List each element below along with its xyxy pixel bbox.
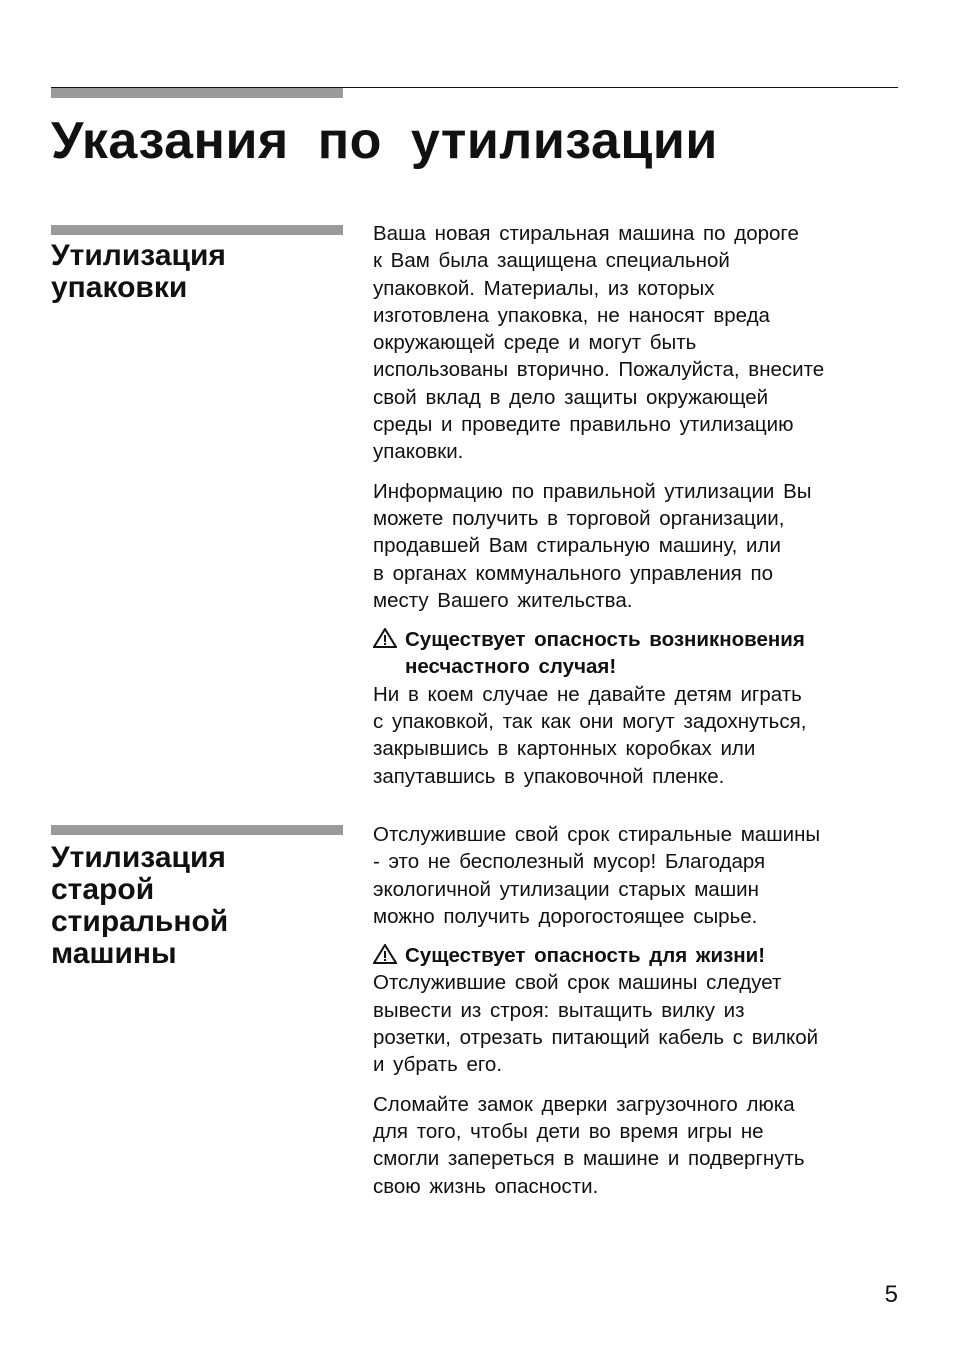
section-rule-packaging (51, 225, 343, 235)
text-line: Ваша новая стиральная машина по дороге (373, 222, 799, 245)
text-line: среды и проведите правильно утилизацию (373, 413, 794, 437)
heading-line: упаковки (51, 271, 188, 304)
text-line: Сломайте замок дверки загрузочного люка (373, 1092, 795, 1116)
text-line: смогли запереться в машине и подвергнуть (373, 1147, 805, 1171)
text-line: Отслужившие свой срок стиральные машины (373, 823, 821, 846)
heading-line: Утилизация (51, 239, 226, 272)
text-line: Отслужившие свой срок машины следует (373, 971, 782, 995)
warning-triangle-icon (373, 628, 397, 648)
old-machine-paragraph-1 (373, 821, 903, 930)
text-line: упаковки. (373, 440, 464, 464)
text-line: свой вклад в дело защиты окружающей (373, 385, 769, 409)
text-line: запутавшись в упаковочной пленке. (373, 764, 725, 788)
warning-line-1 (373, 942, 903, 969)
heading-line: старой (51, 873, 155, 906)
text-line: с упаковкой, так как они могут задохнуться, (373, 710, 807, 734)
packaging-paragraph-2 (373, 478, 903, 614)
warning-heading-text: Существует опасность возникновения (405, 628, 805, 652)
text-line: можете получить в торговой организации, (373, 506, 785, 530)
text-line: месту Вашего жительства. (373, 588, 633, 612)
packaging-warning-heading (373, 626, 903, 681)
warning-triangle-icon (373, 944, 397, 964)
packaging-warning-text (373, 681, 903, 790)
page-number: 5 (884, 1281, 898, 1308)
section-heading-packaging (51, 240, 343, 304)
packaging-body (373, 220, 903, 790)
warning-heading-text: Существует опасность для жизни! (405, 944, 766, 968)
heading-line: машины (51, 937, 177, 970)
text-line: Информацию по правильной утилизации Вы (373, 479, 812, 503)
text-line: свою жизнь опасности. (373, 1174, 599, 1198)
text-line: экологичной утилизации старых машин (373, 877, 759, 901)
text-line: изготовлена упаковка, не наносят вреда (373, 303, 770, 327)
section-rule-old-machine (51, 825, 343, 835)
text-line: упаковкой. Материалы, из которых (373, 276, 715, 300)
old-machine-warning-text (373, 969, 903, 1078)
old-machine-body (373, 821, 903, 1200)
old-machine-paragraph-2 (373, 1091, 903, 1200)
text-line: - это не бесполезный мусор! Благодаря (373, 850, 766, 874)
header-thick-rule (51, 88, 343, 98)
text-line: использованы вторично. Пожалуйста, внесите (373, 358, 825, 382)
text-line: в органах коммунального управления по (373, 561, 773, 585)
warning-line-1 (373, 626, 903, 653)
text-line: вывести из строя: вытащить вилку из (373, 998, 745, 1022)
page-title: Указания по утилизации (51, 112, 718, 170)
heading-line: стиральной (51, 905, 229, 938)
text-line: розетки, отрезать питающий кабель с вилкой (373, 1026, 819, 1050)
text-line: к Вам была защищена специальной (373, 249, 730, 273)
packaging-paragraph-1 (373, 220, 903, 466)
text-line: для того, чтобы дети во время игры не (373, 1119, 764, 1143)
text-line: закрывшись в картонных коробках или (373, 737, 756, 761)
warning-heading-text: несчастного случая! (405, 655, 617, 679)
text-line: Ни в коем случае не давайте детям играть (373, 682, 802, 706)
text-line: можно получить дорогостоящее сырье. (373, 904, 758, 928)
old-machine-warning-heading (373, 942, 903, 969)
text-line: продавшей Вам стиральную машину, или (373, 534, 781, 558)
text-line: окружающей среде и могут быть (373, 331, 697, 355)
section-heading-old-machine (51, 842, 343, 970)
heading-line: Утилизация (51, 841, 226, 874)
text-line: и убрать его. (373, 1053, 503, 1077)
